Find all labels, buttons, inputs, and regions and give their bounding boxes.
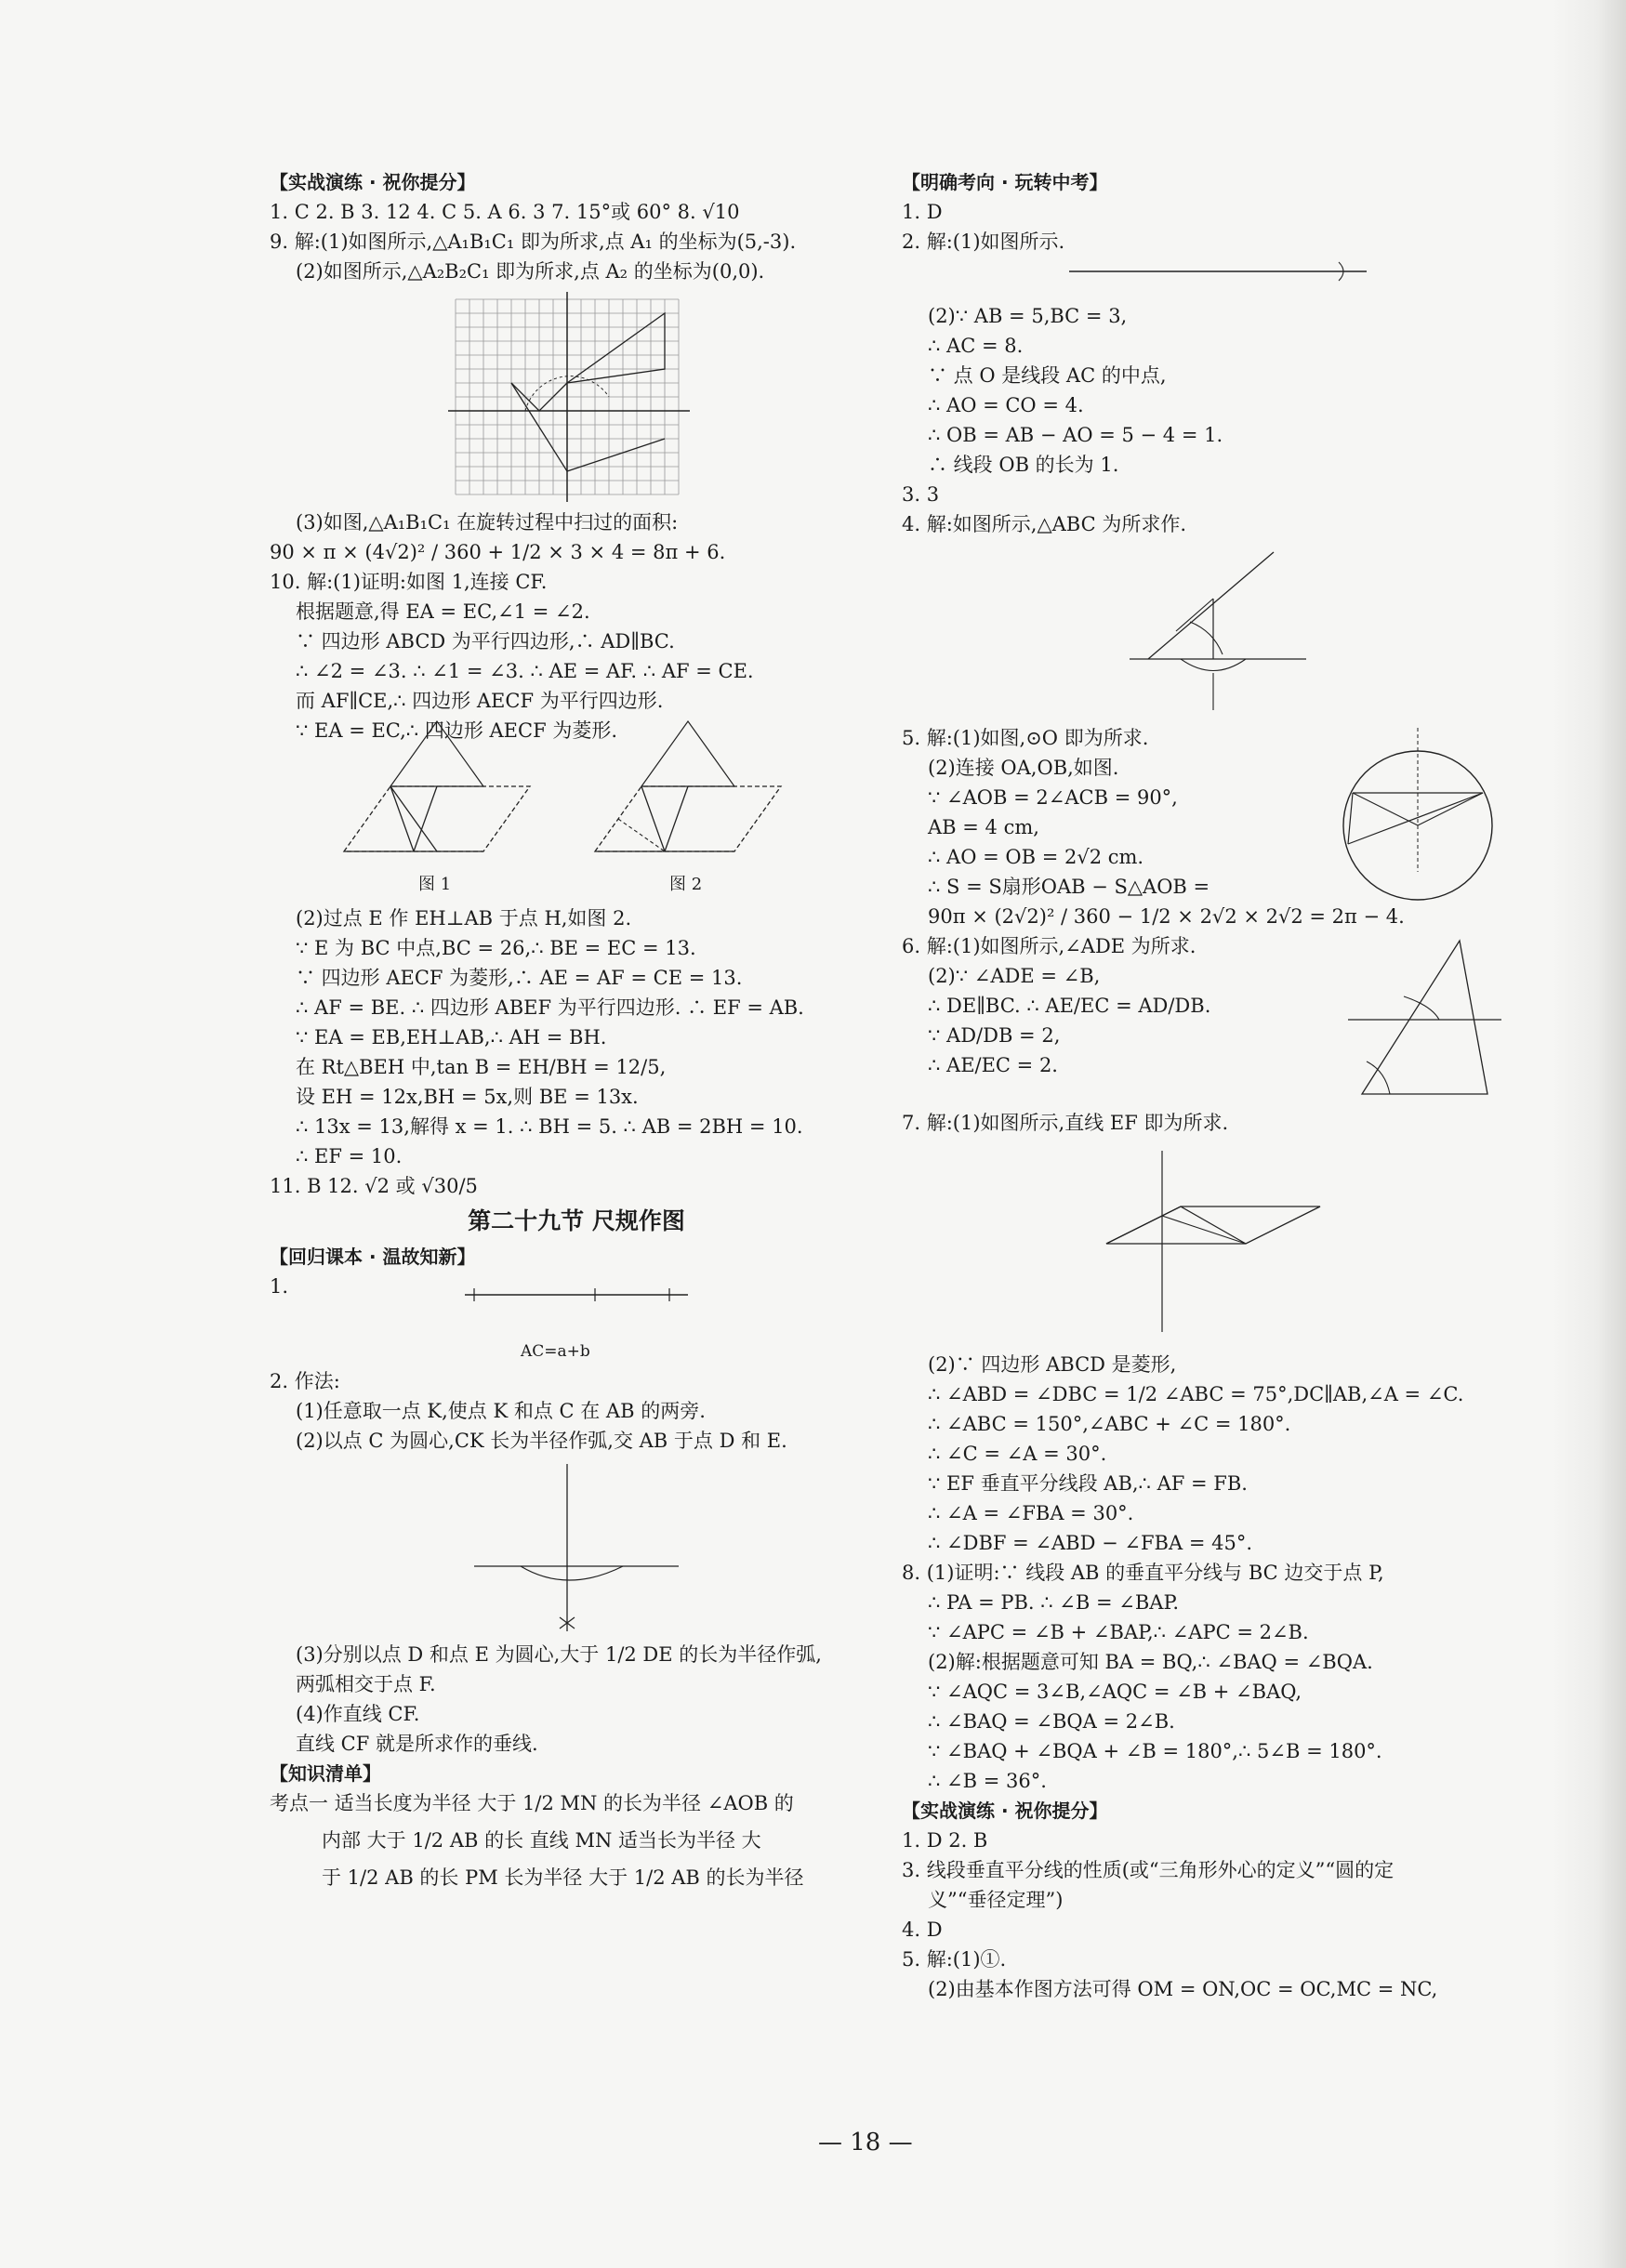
answer-line: ∵ 四边形 AECF 为菱形,∴ AE = AF = CE = 13. xyxy=(296,967,743,989)
section-heading: 【知识清单】 xyxy=(270,1762,381,1785)
answer-line: ∵ 点 O 是线段 AC 的中点, xyxy=(928,364,1167,387)
angle-figure-svg xyxy=(1329,931,1506,1108)
answer-line: ∵ EF 垂直平分线段 AB,∴ AF = FB. xyxy=(928,1472,1248,1495)
answer-line: ∴ 13x = 13,解得 x = 1. ∴ BH = 5. ∴ AB = 2BH = 10. xyxy=(296,1115,803,1138)
answer-line: (2)以点 C 为圆心,CK 长为半径作弧,交 AB 于点 D 和 E. xyxy=(296,1430,787,1452)
answer-line: 3. 3 xyxy=(902,483,940,506)
answer-line: AB = 4 cm, xyxy=(928,816,1039,838)
answer-line: ∴ S = S扇形OAB − S△AOB = xyxy=(928,876,1210,898)
answer-line: (3)如图,△A₁B₁C₁ 在旋转过程中扫过的面积: xyxy=(296,511,679,534)
perpendicular-figure-svg xyxy=(465,1459,688,1636)
answer-line: 10. 解:(1)证明:如图 1,连接 CF. xyxy=(270,571,548,593)
answer-line: ∴ EF = 10. xyxy=(296,1145,403,1167)
segment-abc-svg xyxy=(1060,260,1376,297)
page-edge-shadow xyxy=(1552,0,1626,2268)
answer-line: 6. 解:(1)如图所示,∠ADE 为所求. xyxy=(902,935,1196,957)
answer-line: ∵ E 为 BC 中点,BC = 26,∴ BE = EC = 13. xyxy=(296,937,696,959)
answer-line: 2. 作法: xyxy=(270,1370,340,1392)
formula-line: 90π × (2√2)² / 360 − 1/2 × 2√2 × 2√2 = 2π − 4. xyxy=(928,905,1405,928)
triangle-construction-figure xyxy=(902,543,1515,719)
figure-1 xyxy=(335,749,549,900)
answer-line: 5. 解:(1)①. xyxy=(902,1948,1007,1971)
answer-line: ∴ AE/EC = 2. xyxy=(928,1054,1058,1076)
answer-line: (2)解:根据题意可知 BA = BQ,∴ ∠BAQ = ∠BQA. xyxy=(928,1651,1373,1673)
figure-2 xyxy=(586,749,800,900)
answer-line: (2)由基本作图方法可得 OM = ON,OC = OC,MC = NC, xyxy=(928,1978,1438,2000)
figure-1-caption: 图 1 xyxy=(418,875,452,894)
section-heading: 【明确考向 · 玩转中考】 xyxy=(902,171,1108,193)
right-column xyxy=(902,167,1515,2004)
answer-line: ∴ ∠2 = ∠3. ∴ ∠1 = ∠3. ∴ AE = AF. ∴ AF = CE. xyxy=(296,660,754,682)
perpendicular-construction-figure xyxy=(270,1459,883,1636)
chapter-title: 第二十九节 尺规作图 xyxy=(468,1207,685,1234)
segment-construction xyxy=(270,1272,883,1337)
answer-line: 7. 解:(1)如图所示,直线 EF 即为所求. xyxy=(902,1112,1229,1134)
answer-line: 4. 解:如图所示,△ABC 为所求作. xyxy=(902,513,1187,535)
answer-line: 两弧相交于点 F. xyxy=(296,1673,436,1695)
answer-line: ∵ EA = EC,∴ 四边形 AECF 为菱形. xyxy=(296,719,617,742)
answer-line: 根据题意,得 EA = EC,∠1 = ∠2. xyxy=(296,600,590,623)
answer-line: ∵ 四边形 ABCD 为平行四边形,∴ AD∥BC. xyxy=(296,630,675,653)
answer-line: ∴ AF = BE. ∴ 四边形 ABEF 为平行四边形. ∴ EF = AB. xyxy=(296,996,804,1019)
triangle-construction-svg xyxy=(1125,543,1311,719)
answer-line: ∴ PA = PB. ∴ ∠B = ∠BAP. xyxy=(928,1591,1180,1614)
figure-label: AC=a+b xyxy=(521,1342,590,1361)
answer-line: (3)分别以点 D 和点 E 为圆心,大于 1/2 DE 的长为半径作弧, xyxy=(296,1643,822,1666)
answer-line: (2)过点 E 作 EH⊥AB 于点 H,如图 2. xyxy=(296,907,632,930)
segment-figure-svg xyxy=(456,1272,697,1337)
answer-line: 在 Rt△BEH 中,tan B = EH/BH = 12/5, xyxy=(296,1056,667,1078)
left-column xyxy=(270,167,883,1892)
answer-line: 1. D 2. B xyxy=(902,1829,988,1852)
answer-line: ∴ AO = OB = 2√2 cm. xyxy=(928,846,1144,868)
section-heading: 【回归课本 · 温故知新】 xyxy=(270,1246,476,1268)
answer-line: ∴ 线段 OB 的长为 1. xyxy=(928,454,1119,476)
answer-line: ∵ ∠AOB = 2∠ACB = 90°, xyxy=(928,786,1178,809)
answer-line: (4)作直线 CF. xyxy=(296,1703,420,1725)
answer-line: ∴ DE∥BC. ∴ AE/EC = AD/DB. xyxy=(928,995,1211,1017)
answer-line: ∴ AO = CO = 4. xyxy=(928,394,1084,416)
answer-line: (2)∵ ∠ADE = ∠B, xyxy=(928,965,1101,987)
knowledge-line: 考点一 适当长度为半径 大于 1/2 MN 的长为半径 ∠AOB 的 xyxy=(270,1792,794,1814)
page-number: — 18 — xyxy=(818,2129,913,2156)
circle-problem-block xyxy=(902,723,1515,931)
answer-line: (2)如图所示,△A₂B₂C₁ 即为所求,点 A₂ 的坐标为(0,0). xyxy=(296,260,765,283)
circle-problem-text xyxy=(902,723,1405,931)
answer-line: 1. C 2. B 3. 12 4. C 5. A 6. 3 7. 15°或 60° 8. √10 xyxy=(270,201,740,223)
answer-line: 1. D xyxy=(902,201,943,223)
answer-line: 直线 CF 就是所求作的垂线. xyxy=(296,1733,538,1755)
parallelogram-figure-1-svg xyxy=(335,749,549,870)
angle-problem-block xyxy=(902,931,1515,1108)
figure-2-caption: 图 2 xyxy=(669,875,703,894)
circle-figure-svg xyxy=(1329,723,1506,909)
answer-line: ∴ ∠DBF = ∠ABD − ∠FBA = 45°. xyxy=(928,1532,1253,1554)
angle-problem-text xyxy=(902,931,1329,1108)
coordinate-grid-figure xyxy=(270,290,883,504)
answer-line: ∴ OB = AB − AO = 5 − 4 = 1. xyxy=(928,424,1223,446)
answer-line: 2. 解:(1)如图所示. xyxy=(902,231,1065,253)
section-heading: 【实战演练 · 祝你提分】 xyxy=(902,1800,1108,1822)
answer-line: 设 EH = 12x,BH = 5x,则 BE = 13x. xyxy=(296,1086,639,1108)
rhombus-figure xyxy=(902,1141,1515,1346)
knowledge-line: 内部 大于 1/2 AB 的长 直线 MN 适当长为半径 大 xyxy=(322,1829,761,1852)
answer-line: ∵ EA = EB,EH⊥AB,∴ AH = BH. xyxy=(296,1026,607,1048)
answer-line: 11. B 12. √2 或 √30/5 xyxy=(270,1175,478,1197)
answer-line: ∵ AD/DB = 2, xyxy=(928,1024,1061,1047)
answer-line: 1. xyxy=(270,1275,289,1298)
answer-line: ∴ ∠ABD = ∠DBC = 1/2 ∠ABC = 75°,DC∥AB,∠A = ∠C. xyxy=(928,1383,1464,1405)
answer-line: ∵ ∠APC = ∠B + ∠BAP,∴ ∠APC = 2∠B. xyxy=(928,1621,1309,1643)
answer-line: (2)连接 OA,OB,如图. xyxy=(928,757,1119,779)
coordinate-grid-svg xyxy=(446,290,697,504)
answer-line: ∵ ∠BAQ + ∠BQA + ∠B = 180°,∴ 5∠B = 180°. xyxy=(928,1740,1382,1762)
answer-line: (2)∵ AB = 5,BC = 3, xyxy=(928,305,1128,327)
answer-line: 5. 解:(1)如图,⊙O 即为所求. xyxy=(902,727,1149,749)
answer-line: ∴ ∠B = 36°. xyxy=(928,1770,1047,1792)
answer-line: 3. 线段垂直平分线的性质(或“三角形外心的定义”“圆的定 xyxy=(902,1859,1395,1881)
parallelogram-figure-2-svg xyxy=(586,749,800,870)
answer-line: 而 AF∥CE,∴ 四边形 AECF 为平行四边形. xyxy=(296,690,664,712)
answer-line: 4. D xyxy=(902,1919,943,1941)
rhombus-figure-svg xyxy=(1097,1141,1339,1346)
answer-line: (1)任意取一点 K,使点 K 和点 C 在 AB 的两旁. xyxy=(296,1400,706,1422)
answer-line: 8. (1)证明:∵ 线段 AB 的垂直平分线与 BC 边交于点 P, xyxy=(902,1562,1384,1584)
answer-line: ∴ ∠C = ∠A = 30°. xyxy=(928,1443,1107,1465)
formula-line: 90 × π × (4√2)² / 360 + 1/2 × 3 × 4 = 8π + 6. xyxy=(270,541,726,563)
section-heading: 【实战演练 · 祝你提分】 xyxy=(270,171,476,193)
answer-line: (2)∵ 四边形 ABCD 是菱形, xyxy=(928,1353,1177,1376)
segment-abc-figure xyxy=(902,260,1515,297)
answer-line: 义”“垂径定理”) xyxy=(928,1889,1064,1911)
answer-line: ∴ ∠A = ∠FBA = 30°. xyxy=(928,1502,1134,1524)
knowledge-line: 于 1/2 AB 的长 PM 长为半径 大于 1/2 AB 的长为半径 xyxy=(322,1866,804,1889)
answer-line: ∴ ∠ABC = 150°,∠ABC + ∠C = 180°. xyxy=(928,1413,1291,1435)
answer-line: ∵ ∠AQC = 3∠B,∠AQC = ∠B + ∠BAQ, xyxy=(928,1681,1302,1703)
answer-line: ∴ AC = 8. xyxy=(928,335,1024,357)
parallelogram-figures xyxy=(270,749,883,900)
answer-line: ∴ ∠BAQ = ∠BQA = 2∠B. xyxy=(928,1710,1175,1733)
answer-line: 9. 解:(1)如图所示,△A₁B₁C₁ 即为所求,点 A₁ 的坐标为(5,-3). xyxy=(270,231,797,253)
